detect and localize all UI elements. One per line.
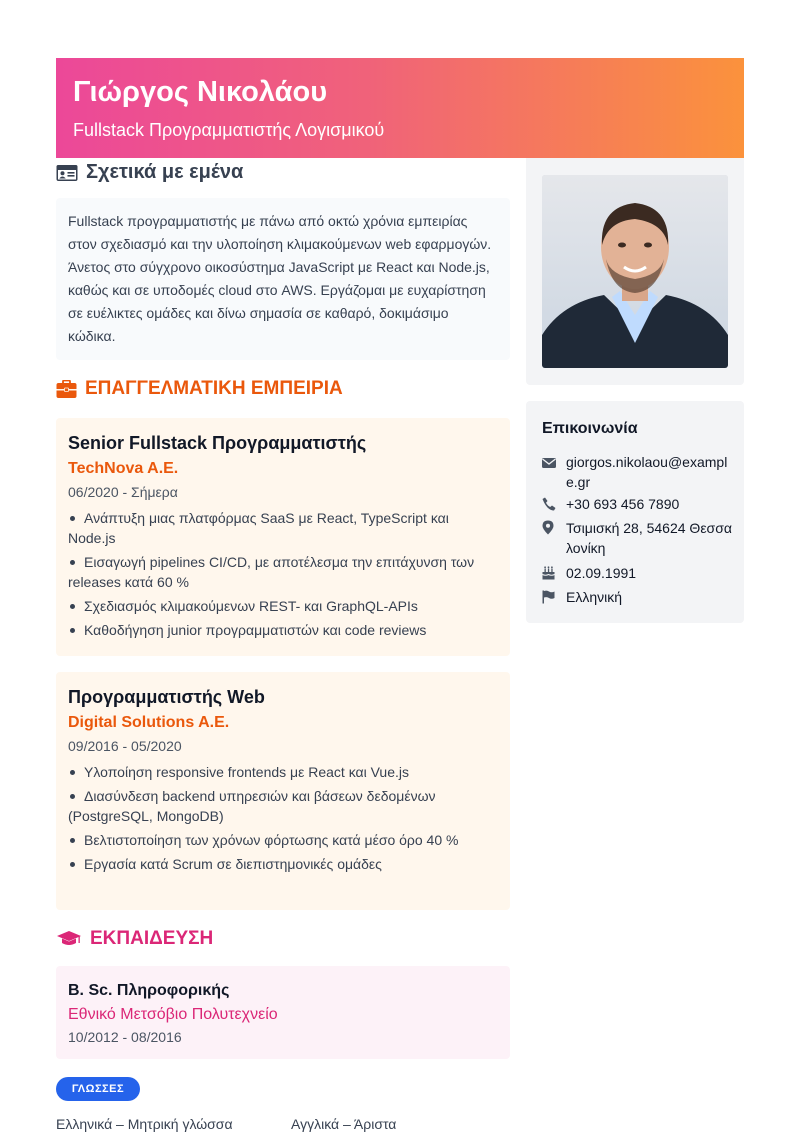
person-name: Γιώργος Νικολάου: [73, 76, 328, 108]
education-heading-text: ΕΚΠΑΙΔΕΥΣΗ: [90, 928, 214, 949]
job-company: Digital Solutions A.E.: [68, 714, 230, 731]
contact-birthday: [542, 563, 732, 585]
birthday-text: 02.09.1991: [566, 565, 637, 581]
cv-header: [56, 58, 744, 158]
briefcase-icon: [56, 380, 77, 399]
contact-phone: [542, 494, 732, 516]
job-dates: 09/2016 - 05/2020: [68, 738, 182, 754]
education-dates: 10/2012 - 08/2016: [68, 1029, 182, 1045]
map-marker-icon: [542, 518, 566, 558]
job-entry: [56, 672, 510, 910]
job-bullet: Ανάπτυξη μιας πλατφόρμας SaaS με React, TypeScript και Node.js: [68, 510, 449, 546]
about-text: Fullstack προγραμματιστής με πάνω από οκτώ χρόνια εμπειρίας στον σχεδιασμό και την υλοποίηση κλιμακούμενων web εφαρμογών. Άνετος στο σύγχρονο οικοσύστημα JavaScript με React και Node.js, καθώς και σε υποδομές cloud στο AWS. Εργάζομαι με ευχαρίστηση σε ευέλικτες ομάδες και δίνω σημασία σε καθαρό, δοκιμάσιμο κώδικα.: [56, 198, 510, 360]
graduation-cap-icon: [56, 930, 82, 948]
languages-badge: ΓΛΩΣΣΕΣ: [56, 1077, 140, 1101]
contact-address: [542, 518, 732, 558]
about-heading-text: Σχετικά με εμένα: [86, 161, 244, 183]
education-heading: [56, 928, 213, 950]
degree: B. Sc. Πληροφορικής: [68, 982, 230, 999]
job-bullet: Εργασία κατά Scrum σε διεπιστημονικές ομάδες: [68, 854, 492, 874]
job-bullet: Εισαγωγή pipelines CI/CD, με αποτέλεσμα την επιτάχυνση των releases κατά 60 %: [68, 554, 475, 590]
contact-nationality: [542, 587, 732, 609]
birthday-cake-icon: [542, 563, 566, 585]
language-item: Αγγλικά – Άριστα: [291, 1116, 397, 1132]
job-bullet: Καθοδήγηση junior προγραμματιστών και code reviews: [68, 620, 492, 640]
envelope-icon: [542, 452, 566, 492]
education-entry: [56, 966, 510, 1059]
job-bullets: [68, 508, 492, 644]
job-company: TechNova A.E.: [68, 460, 179, 477]
job-bullets: [68, 762, 492, 878]
phone-text: +30 693 456 7890: [566, 496, 680, 512]
contact-panel: [526, 401, 744, 623]
nationality-text: Ελληνική: [566, 589, 623, 605]
school: Εθνικό Μετσόβιο Πολυτεχνείο: [68, 1006, 278, 1023]
profile-photo: [542, 175, 728, 368]
photo-panel: [526, 158, 744, 385]
about-heading: [56, 161, 243, 184]
experience-heading-text: ΕΠΑΓΓΕΛΜΑΤΙΚΗ ΕΜΠΕΙΡΙΑ: [85, 378, 343, 399]
job-bullet: Σχεδιασμός κλιμακούμενων REST- και GraphQL-APIs: [68, 596, 492, 616]
language-item: Ελληνικά – Μητρική γλώσσα: [56, 1116, 233, 1132]
job-bullet: Βελτιστοποίηση των χρόνων φόρτωσης κατά μέσο όρο 40 %: [68, 830, 492, 850]
contact-heading: Επικοινωνία: [542, 420, 638, 437]
phone-icon: [542, 494, 566, 516]
experience-heading: [56, 378, 343, 400]
job-role: Προγραμματιστής Web: [68, 687, 265, 707]
job-title: Fullstack Προγραμματιστής Λογισμικού: [73, 120, 385, 140]
job-bullet: Διασύνδεση backend υπηρεσιών και βάσεων δεδομένων (PostgreSQL, MongoDB): [68, 788, 436, 824]
contact-email: [542, 452, 732, 492]
flag-icon: [542, 587, 566, 609]
job-dates: 06/2020 - Σήμερα: [68, 484, 178, 500]
job-role: Senior Fullstack Προγραμματιστής: [68, 433, 367, 453]
job-entry: [56, 418, 510, 656]
email-text: giorgos.nikolaou@example.gr: [566, 454, 728, 490]
address-text: Τσιμισκή 28, 54624 Θεσσαλονίκη: [566, 520, 732, 556]
job-bullet: Υλοποίηση responsive frontends με React και Vue.js: [68, 762, 492, 782]
id-card-icon: [56, 164, 78, 182]
